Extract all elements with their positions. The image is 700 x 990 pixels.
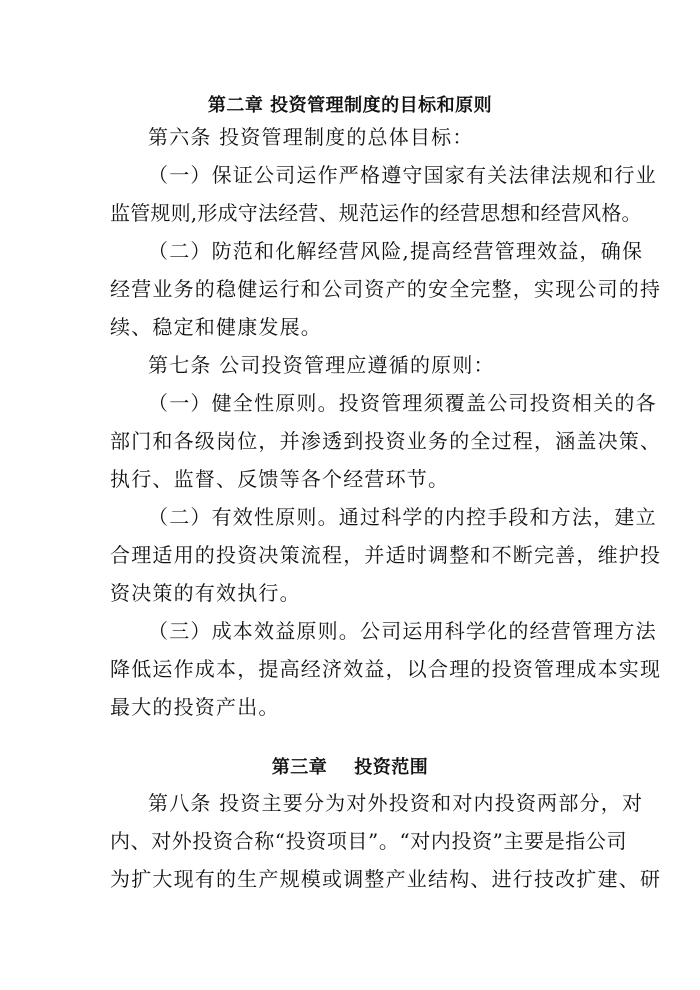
article-7-item-1-line-1: （一）健全性原则。投资管理须覆盖公司投资相关的各 <box>148 391 657 415</box>
article-7-item-2-line-2: 合理适用的投资决策流程，并适时调整和不断完善，维护投 <box>110 543 662 567</box>
article-7-item-2-line-3: 资决策的有效执行。 <box>110 581 301 605</box>
article-7-item-2-line-1: （二）有效性原则。通过科学的内控手段和方法，建立 <box>148 505 657 529</box>
article-7-item-3-line-2: 降低运作成本，提高经济效益，以合理的投资管理成本实现 <box>110 657 662 681</box>
article-7-item-3-line-3: 最大的投资产出。 <box>110 695 280 719</box>
chapter-3-heading: 第三章 投资范围 <box>271 757 429 778</box>
article-6-item-2-line-1: （二）防范和化解经营风险,提高经营管理效益，确保 <box>148 239 644 263</box>
article-8-line-1: 第八条 投资主要分为对外投资和对内投资两部分，对 <box>148 791 644 815</box>
article-8-line-3: 为扩大现有的生产规模或调整产业结构、进行技改扩建、研 <box>110 867 662 891</box>
article-6-title: 第六条 投资管理制度的总体目标： <box>148 125 474 149</box>
article-7-item-1-line-2: 部门和各级岗位，并渗透到投资业务的全过程，涵盖决策、 <box>110 429 662 453</box>
article-7-title: 第七条 公司投资管理应遵循的原则： <box>148 353 495 377</box>
article-6-item-1-line-2: 监管规则,形成守法经营、规范运作的经营思想和经营风格。 <box>110 201 642 225</box>
article-7-item-1-line-3: 执行、监督、反馈等各个经营环节。 <box>110 467 450 491</box>
article-6-item-2-line-3: 续、稳定和健康发展。 <box>110 315 322 339</box>
chapter-2-heading: 第二章 投资管理制度的目标和原则 <box>207 95 493 116</box>
article-6-item-2-line-2: 经营业务的稳健运行和公司资产的安全完整，实现公司的持 <box>110 277 662 301</box>
article-7-item-3-line-1: （三）成本效益原则。公司运用科学化的经营管理方法 <box>148 619 657 643</box>
article-8-line-2: 内、对外投资合称“投资项目”。“对内投资”主要是指公司 <box>110 829 628 853</box>
article-6-item-1-line-1: （一）保证公司运作严格遵守国家有关法律法规和行业 <box>148 163 657 187</box>
